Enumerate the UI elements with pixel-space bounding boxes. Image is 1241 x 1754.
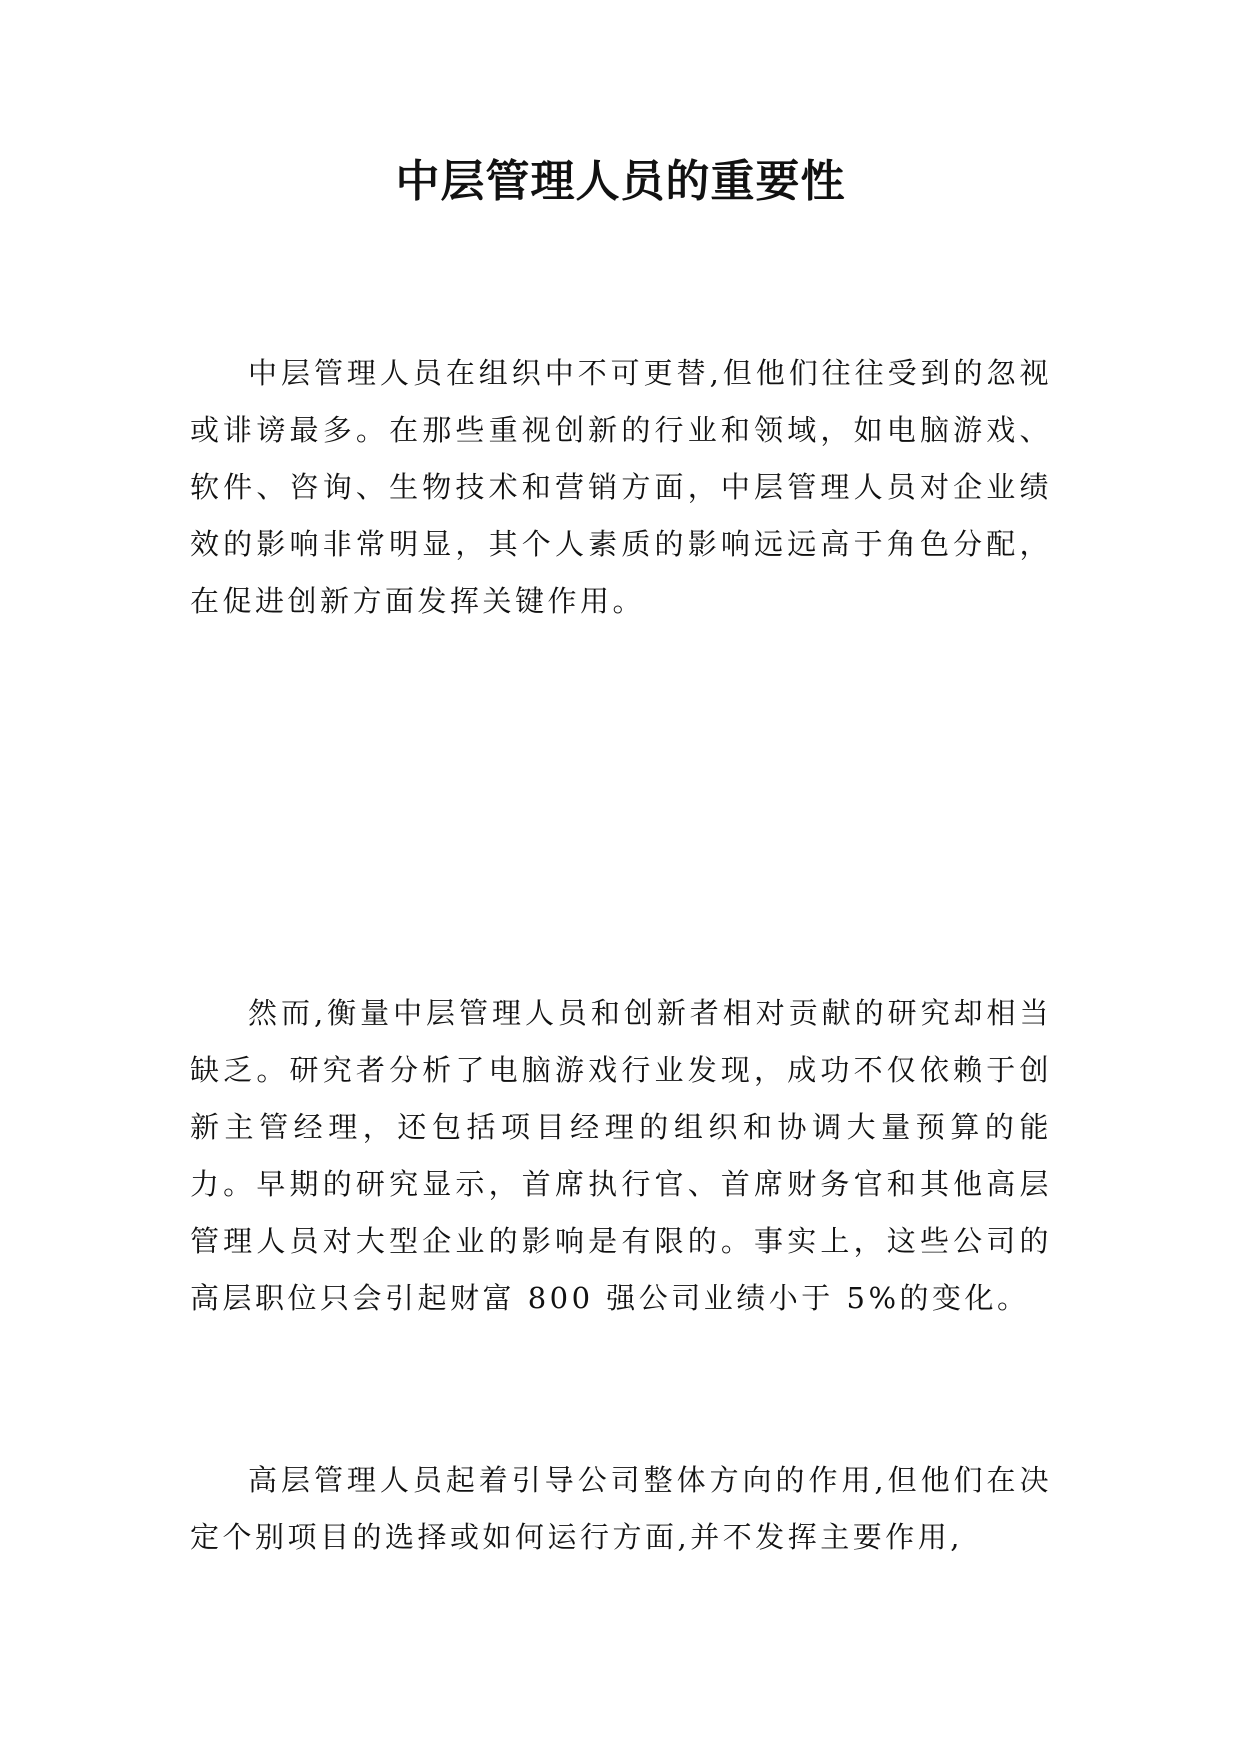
paragraph-3: 高层管理人员起着引导公司整体方向的作用,但他们在决定个别项目的选择或如何运行方面,并不发挥主要作用, [190,1463,1052,1554]
paragraph-1: 中层管理人员在组织中不可更替,但他们往往受到的忽视或诽谤最多。在那些重视创新的行业和领域，如电脑游戏、软件、咨询、生物技术和营销方面，中层管理人员对企业绩效的影响非常明显，其个人素质的影响远远高于角色分配，在促进创新方面发挥关键作用。 [190,356,1052,618]
paragraph-2: 然而,衡量中层管理人员和创新者相对贡献的研究却相当缺乏。研究者分析了电脑游戏行业发现，成功不仅依赖于创新主管经理，还包括项目经理的组织和协调大量预算的能力。早期的研究显示，首席执行官、首席财务官和其他高层管理人员对大型企业的影响是有限的。事实上，这些公司的高层职位只会引起财富 800 强公司业绩小于 5%的变化。 [190,996,1052,1315]
document-title: 中层管理人员的重要性 [395,156,846,207]
